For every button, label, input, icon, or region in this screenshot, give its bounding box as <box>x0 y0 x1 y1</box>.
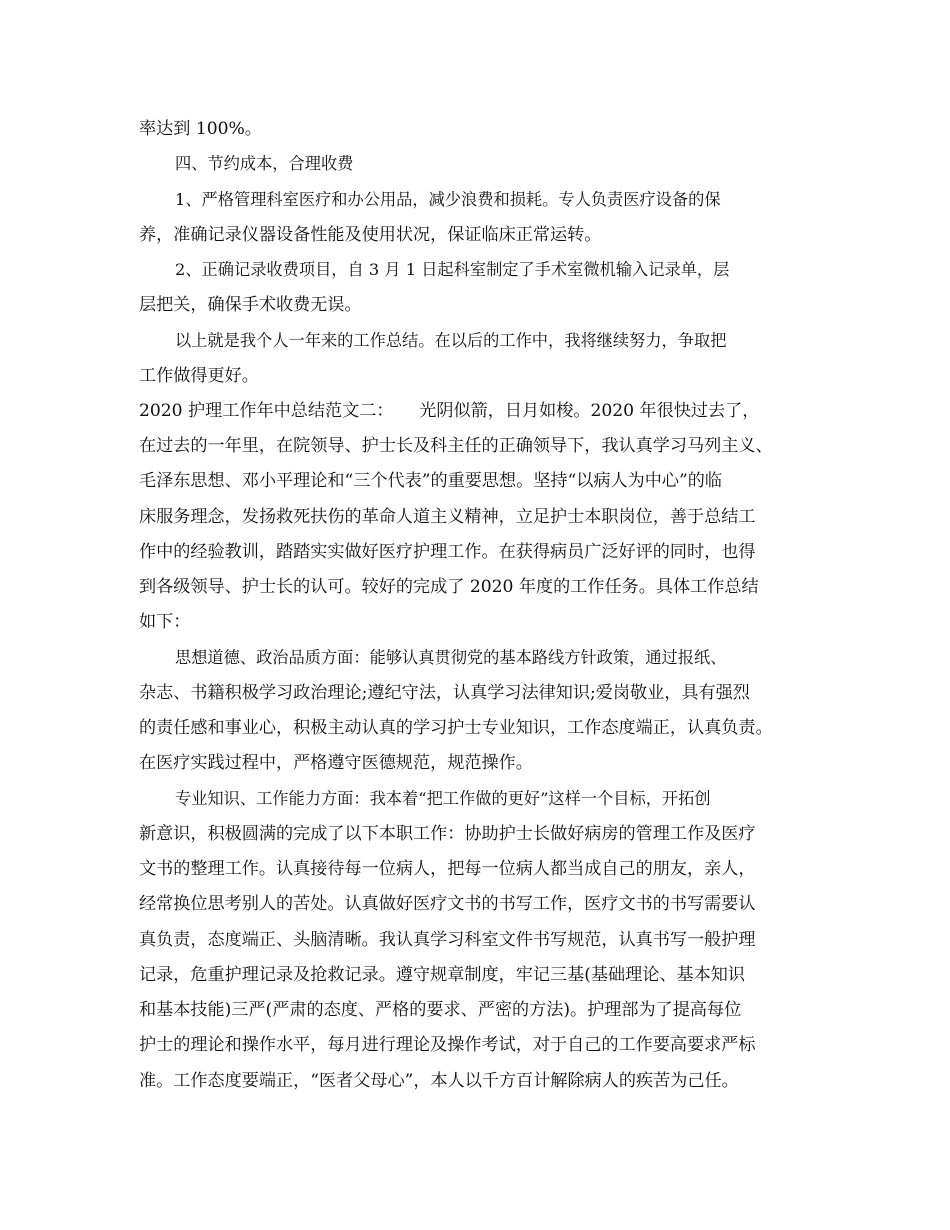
text-line: 率达到 100%。 <box>139 119 262 139</box>
text-line: 杂志、书籍积极学习政治理论;遵纪守法，认真学习法律知识;爱岗敬业，具有强烈 <box>139 683 750 703</box>
text-line: 在医疗实践过程中，严格遵守医德规范，规范操作。 <box>139 753 533 773</box>
text-line: 准。工作态度要端正，“医者父母心”，本人以千方百计解除病人的疾苦为己任。 <box>139 1071 739 1091</box>
text-line: 新意识，积极圆满的完成了以下本职工作：协助护士长做好病房的管理工作及医疗 <box>139 824 756 844</box>
text-line: 护士的理论和操作水平，每月进行理论及操作考试，对于自己的工作要高要求严标 <box>139 1035 756 1055</box>
text-line: 作中的经验教训，踏踏实实做好医疗护理工作。在获得病员广泛好评的同时，也得 <box>139 542 756 562</box>
text-line: 和基本技能)三严(严肃的态度、严格的要求、严密的方法)。护理部为了提高每位 <box>139 1000 742 1020</box>
text-line: 的责任感和事业心，积极主动认真的学习护士专业知识，工作态度端正，认真负责。 <box>139 718 773 738</box>
text-line: 2、正确记录收费项目，自 3 月 1 日起科室制定了手术室微机输入记录单，层 <box>175 260 730 279</box>
text-line: 思想道德、政治品质方面：能够认真贯彻党的基本路线方针政策，通过报纸、 <box>175 648 727 667</box>
text-line: 记录，危重护理记录及抢救记录。遵守规章制度，牢记三基(基础理论、基本知识 <box>139 965 746 985</box>
text-line: 层把关，确保手术收费无误。 <box>139 295 362 315</box>
text-line: 以上就是我个人一年来的工作总结。在以后的工作中，我将继续努力，争取把 <box>175 331 727 350</box>
text-line: 文书的整理工作。认真接待每一位病人，把每一位病人都当成自己的朋友，亲人， <box>139 859 756 879</box>
text-line: 如下： <box>139 612 191 632</box>
text-line: 专业知识、工作能力方面：我本着“把工作做的更好”这样一个目标，开拓创 <box>175 789 711 808</box>
text-line: 毛泽东思想、邓小平理论和“三个代表”的重要思想。坚持“以病人为中心”的临 <box>139 471 723 491</box>
text-line: 养，准确记录仪器设备性能及使用状况，保证临床正常运转。 <box>139 225 602 245</box>
text-line: 工作做得更好。 <box>139 366 259 386</box>
text-line: 经常换位思考别人的苦处。认真做好医疗文书的书写工作，医疗文书的书写需要认 <box>139 894 756 914</box>
text-line: 1、严格管理科室医疗和办公用品，减少浪费和损耗。专人负责医疗设备的保 <box>175 190 721 209</box>
text-line: 床服务理念，发扬救死扶伤的革命人道主义精神，立足护士本职岗位，善于总结工 <box>139 507 756 527</box>
text-line: 真负责，态度端正、头脑清晰。我认真学习科室文件书写规范，认真书写一般护理 <box>139 930 756 950</box>
text-line: 2020 护理工作年中总结范文二： 光阴似箭，日月如梭。2020 年很快过去了， <box>139 401 760 421</box>
text-line: 四、节约成本，合理收费 <box>175 154 354 173</box>
text-line: 在过去的一年里，在院领导、护士长及科主任的正确领导下，我认真学习马列主义、 <box>139 436 773 456</box>
text-line: 到各级领导、护士长的认可。较好的完成了 2020 年度的工作任务。具体工作总结 <box>139 577 759 597</box>
